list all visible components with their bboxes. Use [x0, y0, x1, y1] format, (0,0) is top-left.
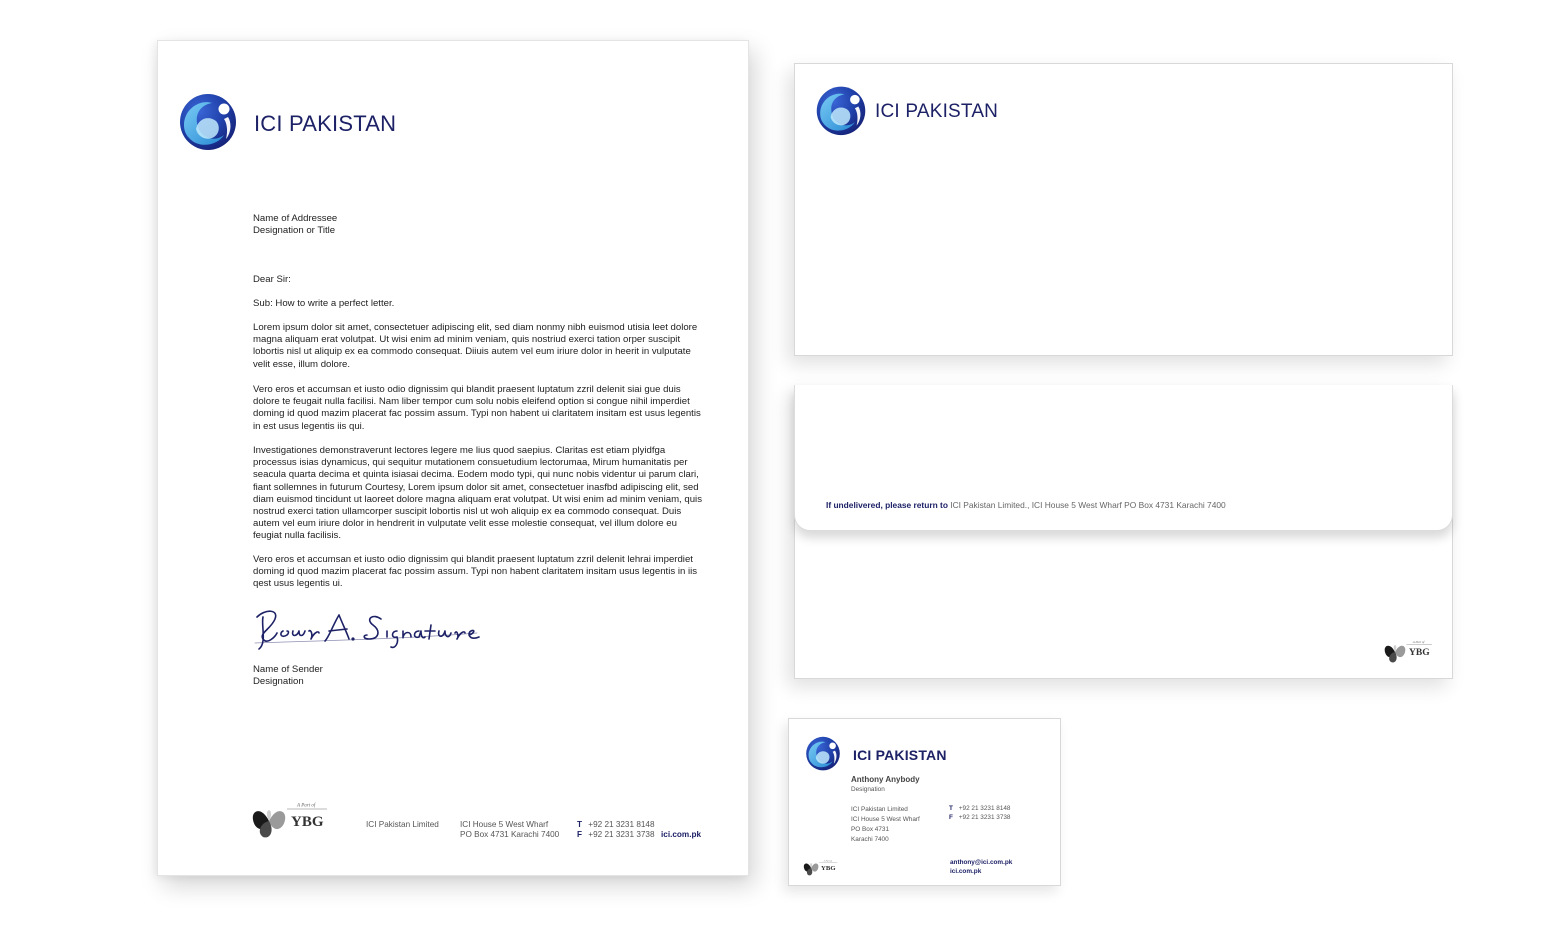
sender-name: Name of Sender	[253, 664, 323, 675]
ybg-leaf-icon	[251, 799, 331, 843]
return-address: ICI Pakistan Limited., ICI House 5 West Wharf PO Box 4731 Karachi 7400	[950, 500, 1226, 510]
ybg-tag: A Part of	[1412, 639, 1425, 644]
addressee-name: Name of Addressee	[253, 213, 338, 224]
ybg-name: YBG	[821, 865, 836, 873]
signature-graphic	[253, 603, 483, 653]
envelope-front	[794, 63, 1453, 356]
tel-label: T	[949, 805, 953, 812]
brand-name: ICI PAKISTAN	[853, 747, 947, 763]
footer-address-line: PO Box 4731 Karachi 7400	[460, 830, 560, 840]
card-address-line: PO Box 4731	[851, 826, 890, 833]
ybg-tag: A Part of	[297, 803, 316, 809]
fax-label: F	[577, 830, 583, 840]
footer-phones	[577, 820, 655, 841]
footer-fax: +92 21 3231 3738	[588, 830, 655, 840]
card-tel: +92 21 3231 8148	[958, 805, 1011, 812]
card-contacts	[950, 859, 1012, 876]
letterhead-sheet	[157, 40, 749, 876]
card-brand	[805, 735, 947, 771]
ybg-badge	[803, 858, 839, 883]
letter-paragraph: Vero eros et accumsan et iusto odio dignissim qui blandit praesent luptatum zzril delenit lehrai imperdiet doming id quod mazim placerat fac possim assum. Typi non habent claritatem insitam usus legentis in iis qest usus legentis ui.	[253, 554, 698, 590]
sender-block	[253, 664, 708, 688]
card-person	[851, 775, 920, 795]
return-address-line	[826, 500, 1226, 510]
letter-paragraph: Lorem ipsum dolor sit amet, consectetuer adipiscing elit, sed diam nonmy nibh euismod utisia leet dolore magna aliquam erat volutpat. Ut wisi enim ad minim veniam, quis nostriud exerci tation orper suscipit lobortis nisl ut aliquip ex ea commodo consequat. Diiuis autem vel eum iriure dolor in heerit in vulputate velit esse, illum dolore.	[253, 322, 698, 370]
card-fax: +92 21 3231 3738	[958, 813, 1011, 821]
addressee-designation: Designation or Title	[253, 225, 336, 237]
envelope-flap	[794, 385, 1453, 531]
ybg-badge	[251, 799, 331, 848]
return-label: If undelivered, please return to	[826, 500, 948, 510]
footer-website: ici.com.pk	[661, 830, 702, 839]
brand-name: ICI PAKISTAN	[254, 111, 397, 136]
ici-globe-logo-icon	[178, 91, 238, 151]
card-address-line: ICI Pakistan Limited	[851, 806, 908, 813]
ici-globe-logo-icon	[805, 735, 841, 771]
ybg-leaf-icon	[1383, 638, 1435, 666]
footer-tel: +92 21 3231 8148	[588, 820, 655, 829]
tel-label: T	[577, 820, 583, 829]
footer-address-line: ICI House 5 West Wharf	[460, 820, 549, 829]
card-address	[851, 805, 920, 845]
ici-globe-logo-icon	[815, 84, 867, 136]
card-person-designation: Designation	[851, 786, 885, 793]
ybg-name: YBG	[291, 814, 324, 830]
subject-line: Sub: How to write a perfect letter.	[253, 298, 395, 309]
sender-designation: Designation	[253, 676, 304, 688]
fax-label: F	[949, 813, 953, 821]
card-person-name: Anthony Anybody	[851, 775, 920, 784]
business-card	[788, 718, 1061, 886]
card-address-line: Karachi 7400	[851, 836, 889, 843]
card-address-line: ICI House 5 West Wharf	[851, 816, 920, 823]
footer-company: ICI Pakistan Limited	[366, 820, 439, 829]
card-website: ici.com.pk	[950, 867, 982, 875]
letterhead-brand	[178, 91, 396, 151]
card-phones	[949, 805, 1011, 822]
salutation: Dear Sir:	[253, 274, 291, 285]
ybg-badge	[1383, 638, 1435, 671]
envelope-back	[794, 385, 1453, 679]
brand-name: ICI PAKISTAN	[875, 101, 999, 122]
footer-address	[460, 820, 559, 841]
envelope-brand	[815, 84, 998, 136]
ybg-name: YBG	[1409, 647, 1430, 659]
handwritten-signature	[253, 603, 483, 658]
letter-paragraph: Investigationes demonstraverunt lectores legere me lius quod saepius. Claritas est etiam plyidfga processus isias dynamicus, qui sequitur mutationem consuetudium lectorumaa, Mirum humanitatis per seacula quarta decima et quinta isiasai decima. Eodem modo typi, qui nunc nobis videntur ui parum clari, fiant sollemnes in futurum Courtesy, Lorem ipsum dolor sit amet, consectetuer inasfbd adipiscing elit, sed diam euismod tincidunt ut laoreet dolore magna aliquam erat volutpat. Ut wisi enim ad minim veniam, quis nostrud exerci tation ullamcorper suscipit lobortis nisl ut woh aliquip ex ea commodo consequat. Duis autem vel eum iriure dolor in hendrerit in vulputate velit esse molestie consequat, vel illum dolore eu feugiat nulla facilisis.	[253, 445, 702, 542]
addressee-block	[253, 213, 708, 237]
ybg-tag: A Part of	[823, 860, 832, 863]
ybg-leaf-icon	[803, 858, 839, 878]
letter-paragraph: Vero eros et accumsan et iusto odio dignissim qui blandit praesent luptatum zzril delenit siai gue duis dolore te feugait nulla facilisi. Nam liber tempor cum solu nobis eleifend option si congue nihil imperdiet doming id quod mazim placerat fac possim assum. Typi non habent ui claritatem insitam est usus legentis in est usus legentis iis qui.	[253, 384, 701, 432]
card-email: anthony@ici.com.pk	[950, 859, 1013, 866]
